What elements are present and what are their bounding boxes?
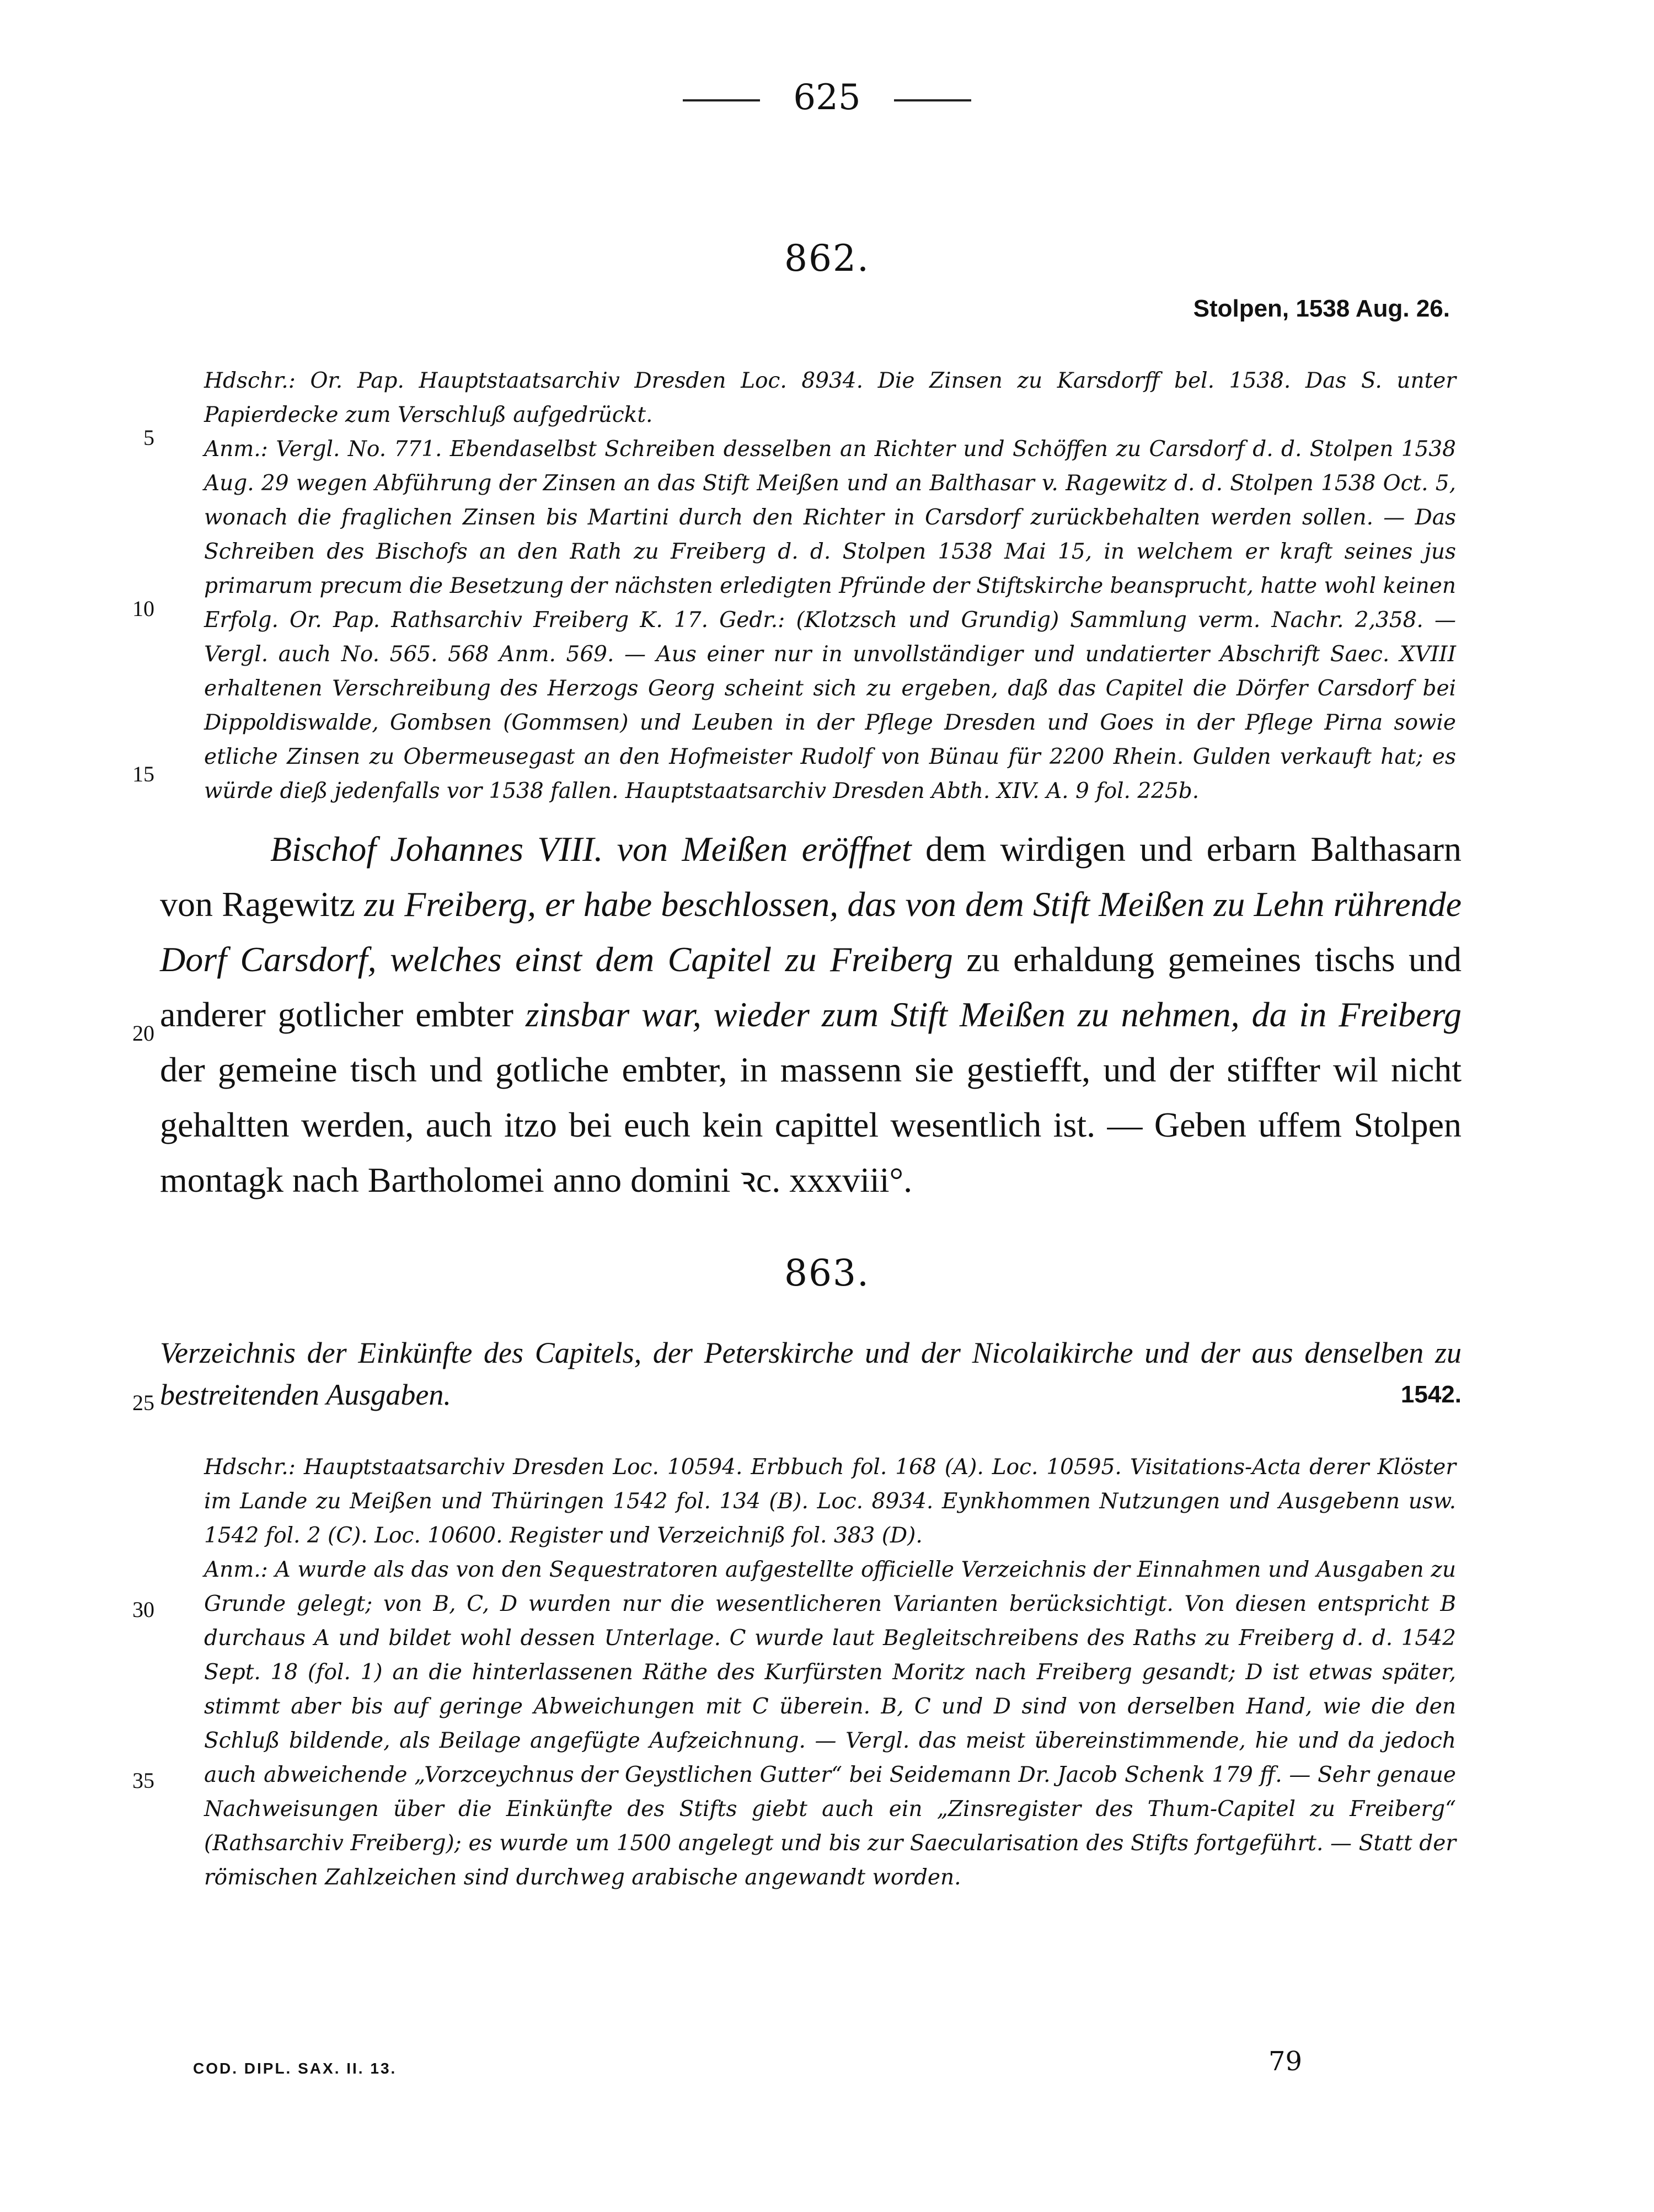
heading-date: 1542.	[1400, 1381, 1462, 1408]
summary-italic-1: Bischof Johannes VIII. von Meißen eröffnet	[270, 829, 912, 869]
rule-right	[894, 99, 971, 101]
manuscript-note: Hdschr.: Hauptstaatsarchiv Dresden Loc. 10594. Erbbuch fol. 168 (A). Loc. 10595. Visitations-Acta derer Klöster im Lande zu Meißen und Thüringen 1542 fol. 134 (B). Loc. 8934. Eynkhommen Nutzungen und Ausgebenn usw. 1542 fol. 2 (C). Loc. 10600. Register und Verzeichniß fol. 383 (D).	[204, 1455, 1456, 1548]
line-number: 15	[132, 762, 154, 786]
heading-863	[160, 1332, 1462, 1416]
footer-sheet-number: 79	[1268, 2046, 1303, 2077]
document-number-863: 863.	[784, 1252, 870, 1294]
document-paragraph	[160, 822, 1462, 1208]
summary-italic-3: zinsbar war, wieder zum Stift Meißen zu nehmen, da in Freiberg	[525, 995, 1462, 1034]
text-roman-1: dem wirdigen und erbarn Balthasarn von Ragewitz	[160, 829, 1462, 924]
line-number: 35	[132, 1768, 154, 1793]
notes-862	[204, 364, 1456, 808]
summary-italic-2: zu Freiberg, er habe beschlossen, das von dem Stift Meißen zu Lehn rührende Dorf Carsdorf, welches einst dem Capitel zu Freiberg	[160, 885, 1462, 979]
line-number: 25	[132, 1390, 154, 1415]
page-number: 625	[0, 77, 1654, 118]
text-roman-3: der gemeine tisch und gotliche embter, in massenn sie gestiefft, und der stiffter wil nicht gehaltten werden, auch itzo bei euch kein capittel wesentlich ist. — Geben uffem Stolpen montagk nach Bartholomei anno domini ꝛc. xxxviii°.	[160, 1050, 1462, 1199]
notes-863	[204, 1450, 1456, 1895]
annotation-note: Anm.: A wurde als das von den Sequestratoren aufgestellte officielle Verzeichnis der Einnahmen und Ausgaben zu Grunde gelegt; von B, C, D wurden nur die wesentlicheren Varianten berücksichtigt. Von diesen entspricht B durchaus A und bildet wohl dessen Unterlage. C wurde laut Begleitschreibens des Raths zu Freiberg d. d. 1542 Sept. 18 (fol. 1) an die hinterlassenen Räthe des Kurfürsten Moritz nach Freiberg gesandt; D ist etwas später, stimmt aber bis auf geringe Abweichungen mit C überein. B, C und D sind von derselben Hand, wie die den Schluß bildende, als Beilage angefügte Aufzeichnung. — Vergl. das meist übereinstimmende, hie und da jedoch auch abweichende „Vorzceychnus der Geystlichen Gutter“ bei Seidemann Dr. Jacob Schenk 179 ff. — Sehr genaue Nachweisungen über die Einkünfte des Stifts giebt auch ein „Zinsregister des Thum-Capitel zu Freiberg“ (Rathsarchiv Freiberg); es wurde um 1500 angelegt und bis zur Saecularisation des Stifts fortgeführt. — Statt der römischen Zahlzeichen sind durchweg arabische angewandt worden.	[204, 1557, 1456, 1890]
line-number: 5	[143, 425, 154, 450]
line-number: 10	[132, 596, 154, 621]
line-number: 30	[132, 1597, 154, 1622]
document-text-862	[160, 822, 1462, 1208]
place-date-862: Stolpen, 1538 Aug. 26.	[1193, 295, 1450, 322]
line-number: 20	[132, 1021, 154, 1046]
footer-signature: COD. DIPL. SAX. II. 13.	[193, 2060, 397, 2077]
manuscript-note: Hdschr.: Or. Pap. Hauptstaatsarchiv Dresden Loc. 8934. Die Zinsen zu Karsdorff bel. 1538. Das S. unter Papierdecke zum Verschluß aufgedrückt.	[204, 368, 1456, 427]
document-number-862: 862.	[784, 237, 870, 280]
heading-text: Verzeichnis der Einkünfte des Capitels, der Peterskirche und der Nicolaikirche und der aus denselben zu bestreitenden Ausgaben.	[160, 1336, 1462, 1411]
text-roman-2: zu erhaldung gemeines tischs und anderer gotlicher embter	[160, 940, 1462, 1034]
rule-left	[683, 99, 760, 101]
annotation-note: Anm.: Vergl. No. 771. Ebendaselbst Schreiben desselben an Richter und Schöffen zu Carsdorf d. d. Stolpen 1538 Aug. 29 wegen Abführung der Zinsen an das Stift Meißen und an Balthasar v. Ragewitz d. d. Stolpen 1538 Oct. 5, wonach die fraglichen Zinsen bis Martini durch den Richter in Carsdorf zurückbehalten werden sollen. — Das Schreiben des Bischofs an den Rath zu Freiberg d. d. Stolpen 1538 Mai 15, in welchem er kraft seines jus primarum precum die Besetzung der nächsten erledigten Pfründe der Stiftskirche beansprucht, hatte wohl keinen Erfolg. Or. Pap. Rathsarchiv Freiberg K. 17. Gedr.: (Klotzsch und Grundig) Sammlung verm. Nachr. 2,358. — Vergl. auch No. 565. 568 Anm. 569. — Aus einer nur in unvollständiger und undatierter Abschrift Saec. XVIII erhaltenen Verschreibung des Herzogs Georg scheint sich zu ergeben, daß das Capitel die Dörfer Carsdorf bei Dippoldiswalde, Gombsen (Gommsen) und Leuben in der Pflege Dresden und Goes in der Pflege Pirna sowie etliche Zinsen zu Obermeusegast an den Hofmeister Rudolf von Bünau für 2200 Rhein. Gulden verkauft hat; es würde dieß jedenfalls vor 1538 fallen. Hauptstaatsarchiv Dresden Abth. XIV. A. 9 fol. 225b.	[204, 437, 1456, 804]
